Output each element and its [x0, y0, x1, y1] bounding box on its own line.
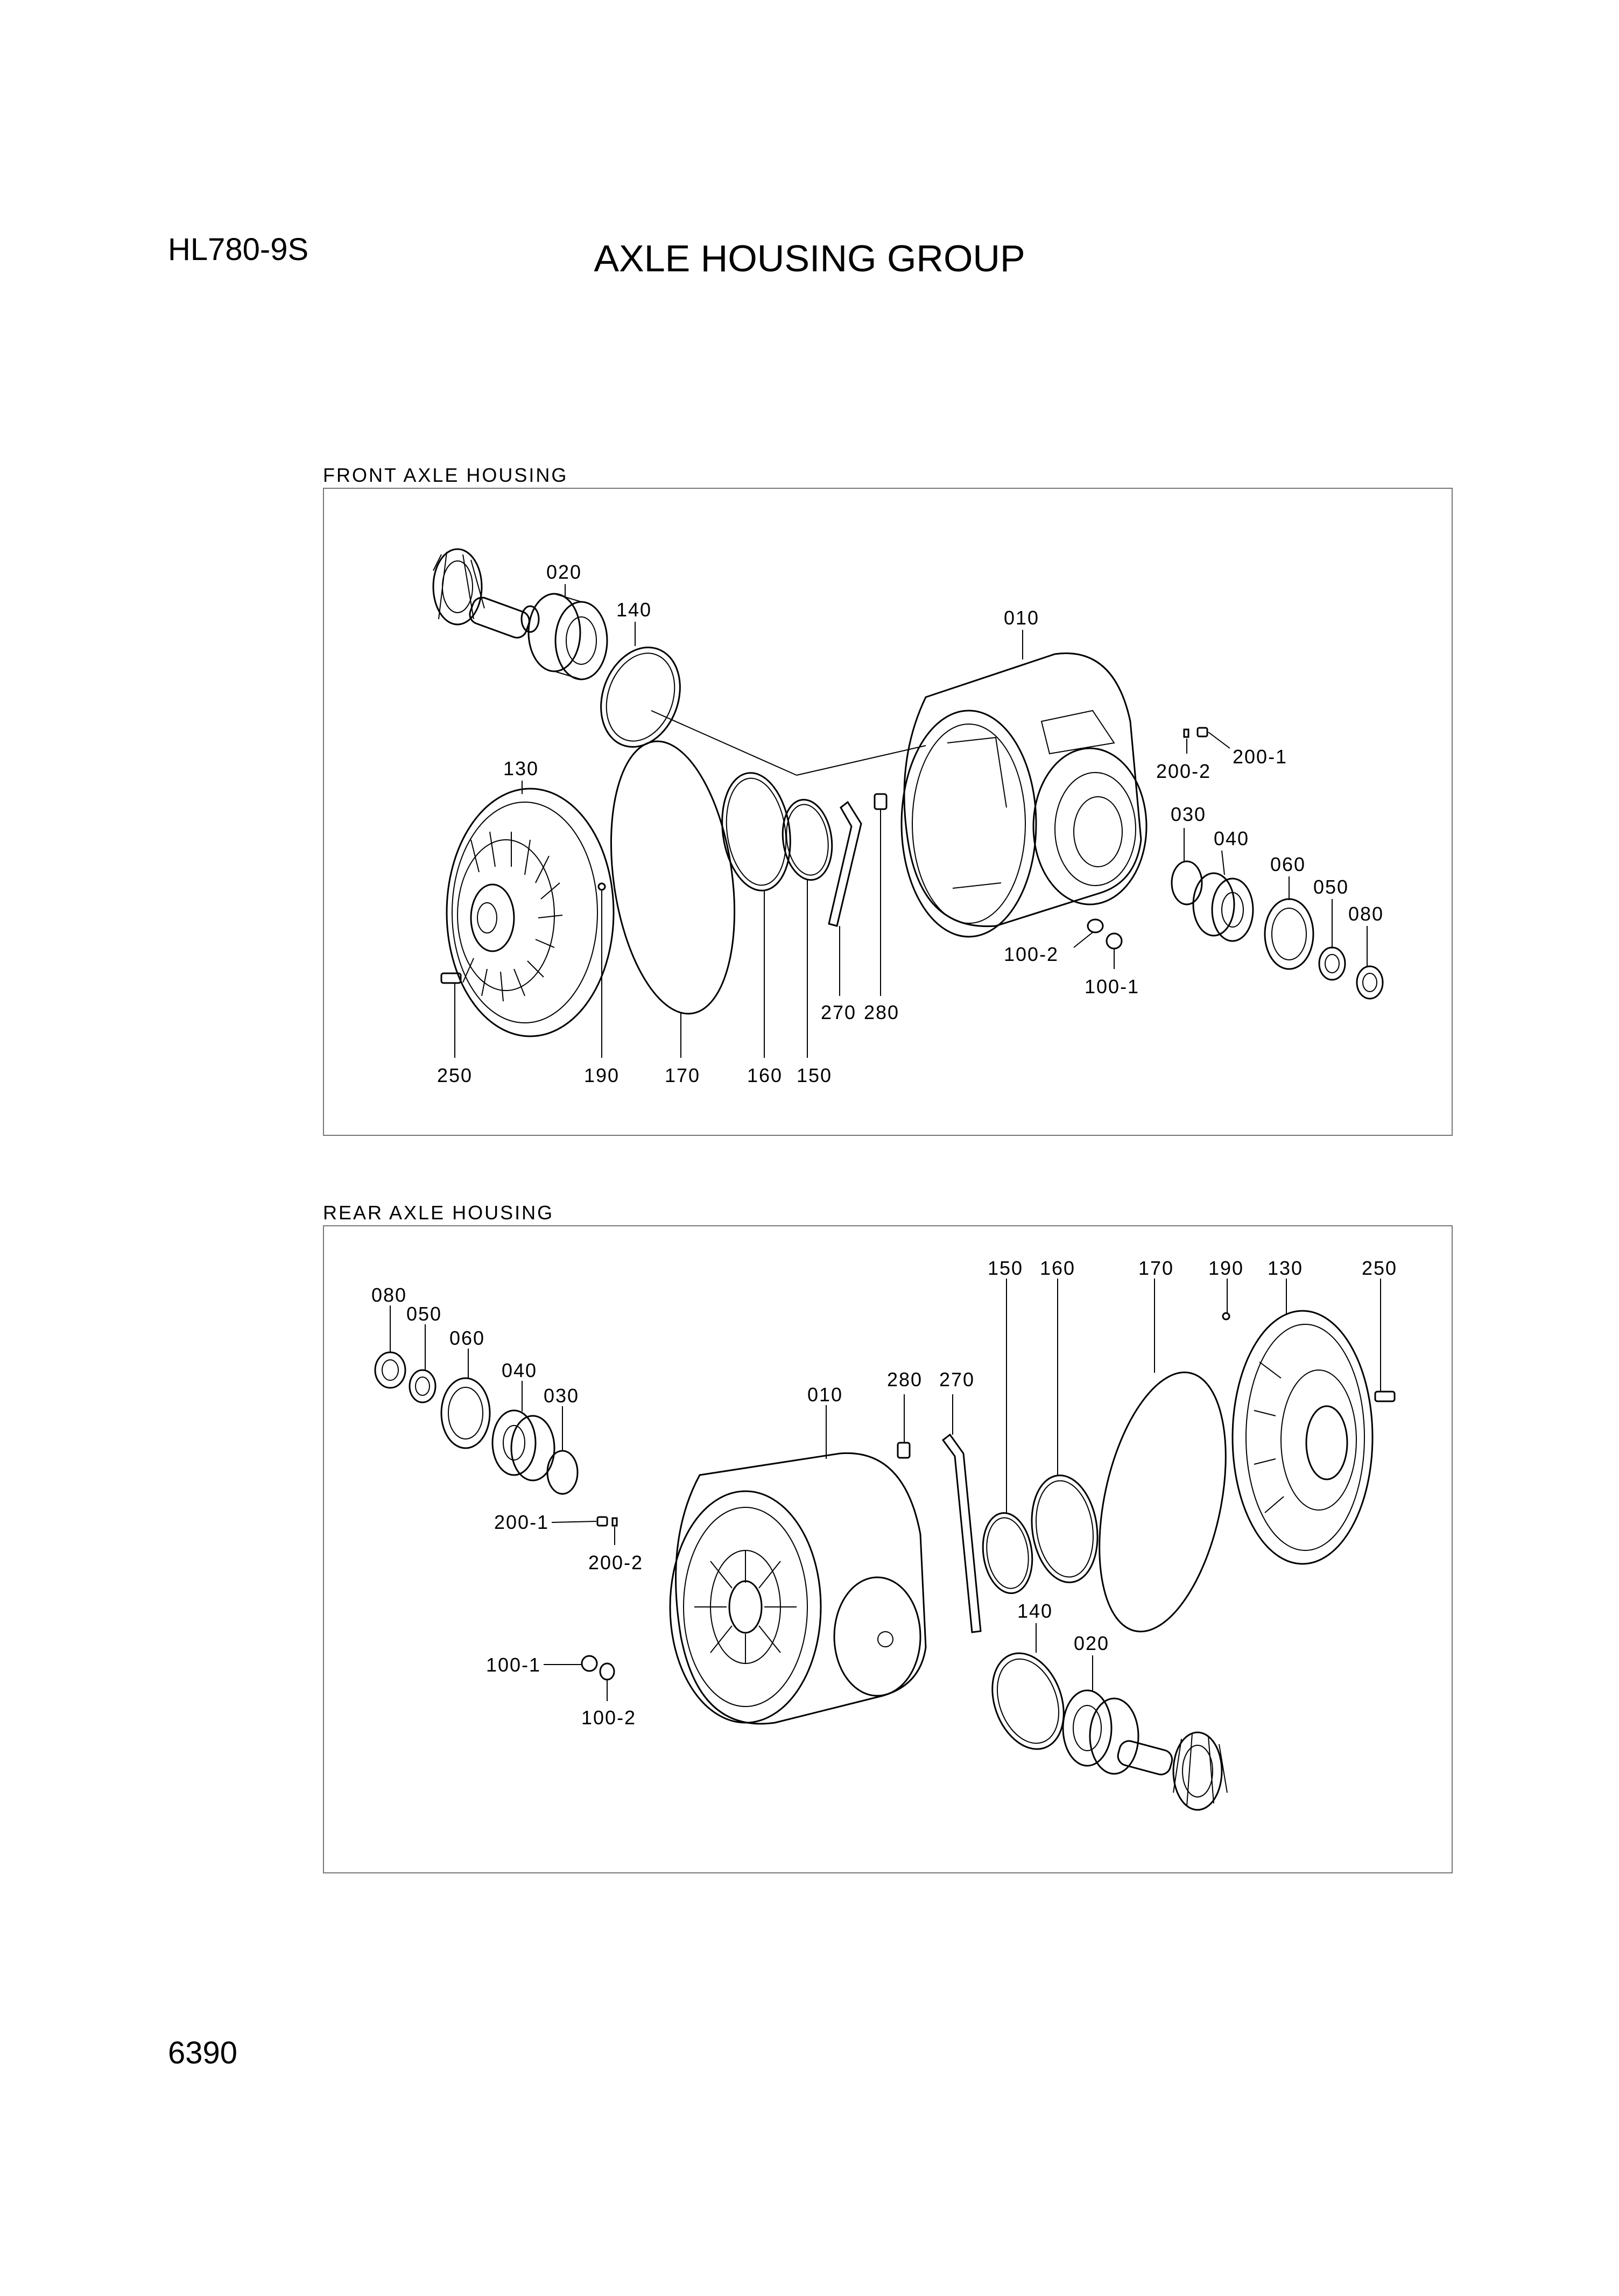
callout-100-1: 100-1 — [1085, 975, 1140, 998]
callout-160: 160 — [1040, 1257, 1076, 1279]
rear-ring-150 — [978, 1509, 1037, 1596]
rear-bearing-020 — [1063, 1690, 1138, 1774]
callout-200-2: 200-2 — [588, 1551, 644, 1574]
rear-leader-lines — [390, 1279, 1381, 1701]
callout-200-1: 200-1 — [494, 1511, 550, 1533]
rear-housing-010 — [670, 1453, 926, 1724]
callout-020: 020 — [1074, 1632, 1110, 1654]
front-exploded-view — [433, 549, 1384, 1086]
rear-nut-080 — [375, 1352, 405, 1388]
front-fitting-280 — [875, 794, 886, 809]
rear-pin-190 — [1223, 1313, 1229, 1319]
callout-280: 280 — [887, 1368, 923, 1391]
callout-150: 150 — [988, 1257, 1024, 1279]
rear-pinion-gear — [1116, 1732, 1227, 1810]
front-cover-130 — [447, 789, 614, 1036]
callout-250: 250 — [437, 1064, 473, 1086]
callout-060: 060 — [1270, 853, 1306, 875]
callout-040: 040 — [502, 1359, 538, 1381]
front-pin-190 — [599, 883, 605, 890]
callout-170: 170 — [665, 1064, 701, 1086]
callout-130: 130 — [1268, 1257, 1304, 1279]
rear-ring-160 — [1025, 1471, 1104, 1587]
callout-100-2: 100-2 — [1004, 943, 1059, 965]
front-ring-160 — [715, 768, 797, 895]
callout-270: 270 — [939, 1368, 975, 1391]
rear-exploded-view — [371, 1257, 1397, 1810]
rear-oring-170 — [1078, 1361, 1247, 1643]
rear-bearing-040 — [492, 1410, 554, 1480]
callout-080: 080 — [1348, 903, 1384, 925]
rear-plug-100-1 — [582, 1656, 597, 1671]
front-housing-010 — [902, 654, 1146, 937]
page-number: 6390 — [168, 2035, 238, 2070]
front-section-label: FRONT AXLE HOUSING — [323, 464, 568, 486]
rear-ring-030 — [547, 1451, 578, 1494]
front-ring-140 — [588, 636, 694, 758]
rear-ring-100-2 — [600, 1663, 614, 1680]
rear-fitting-280 — [898, 1443, 910, 1458]
front-pipe-270 — [829, 802, 861, 926]
callout-020: 020 — [546, 561, 582, 583]
rear-washer-050 — [410, 1370, 435, 1402]
callout-050: 050 — [406, 1303, 442, 1325]
front-seal-060 — [1265, 899, 1313, 969]
front-washer-200-2 — [1184, 729, 1188, 737]
callout-030: 030 — [544, 1385, 580, 1407]
callout-100-2: 100-2 — [581, 1707, 637, 1729]
callout-100-1: 100-1 — [486, 1654, 541, 1676]
callout-190: 190 — [584, 1064, 620, 1086]
front-ring-150 — [778, 796, 837, 883]
callout-190: 190 — [1208, 1257, 1244, 1279]
callout-040: 040 — [1214, 827, 1250, 849]
callout-200-1: 200-1 — [1233, 746, 1288, 768]
rear-ring-140 — [980, 1643, 1076, 1759]
callout-060: 060 — [449, 1327, 485, 1349]
callout-160: 160 — [747, 1064, 783, 1086]
callout-280: 280 — [864, 1001, 900, 1023]
rear-bolt-250 — [1375, 1392, 1395, 1401]
rear-plug-200-1 — [597, 1517, 607, 1526]
callout-130: 130 — [503, 757, 539, 780]
front-ring-100-2 — [1088, 919, 1103, 932]
callout-140: 140 — [1017, 1600, 1053, 1622]
front-oring-170 — [595, 733, 751, 1022]
model-number: HL780-9S — [168, 232, 309, 267]
callout-200-2: 200-2 — [1156, 760, 1212, 782]
callout-010: 010 — [1004, 607, 1040, 629]
rear-seal-060 — [441, 1378, 490, 1448]
page-title: AXLE HOUSING GROUP — [594, 237, 1025, 279]
rear-cover-130 — [1233, 1311, 1372, 1564]
front-plug-200-1 — [1198, 728, 1207, 736]
callout-170: 170 — [1138, 1257, 1174, 1279]
callout-050: 050 — [1313, 876, 1349, 898]
front-ring-030 — [1172, 861, 1202, 904]
front-plug-100-1 — [1107, 933, 1122, 949]
callout-030: 030 — [1171, 803, 1207, 825]
front-bearing-020 — [529, 594, 607, 679]
front-nut-080 — [1357, 966, 1383, 999]
callout-010: 010 — [807, 1384, 843, 1406]
callout-080: 080 — [371, 1284, 407, 1306]
callout-150: 150 — [797, 1064, 833, 1086]
front-leader-lines — [455, 584, 1367, 1058]
callout-140: 140 — [616, 599, 652, 621]
front-pinion-gear — [433, 549, 539, 641]
callout-270: 270 — [821, 1001, 857, 1023]
front-washer-050 — [1319, 947, 1345, 980]
rear-pipe-270 — [943, 1435, 981, 1632]
callout-250: 250 — [1362, 1257, 1398, 1279]
rear-washer-200-2 — [613, 1518, 617, 1526]
rear-section-label: REAR AXLE HOUSING — [323, 1202, 554, 1224]
